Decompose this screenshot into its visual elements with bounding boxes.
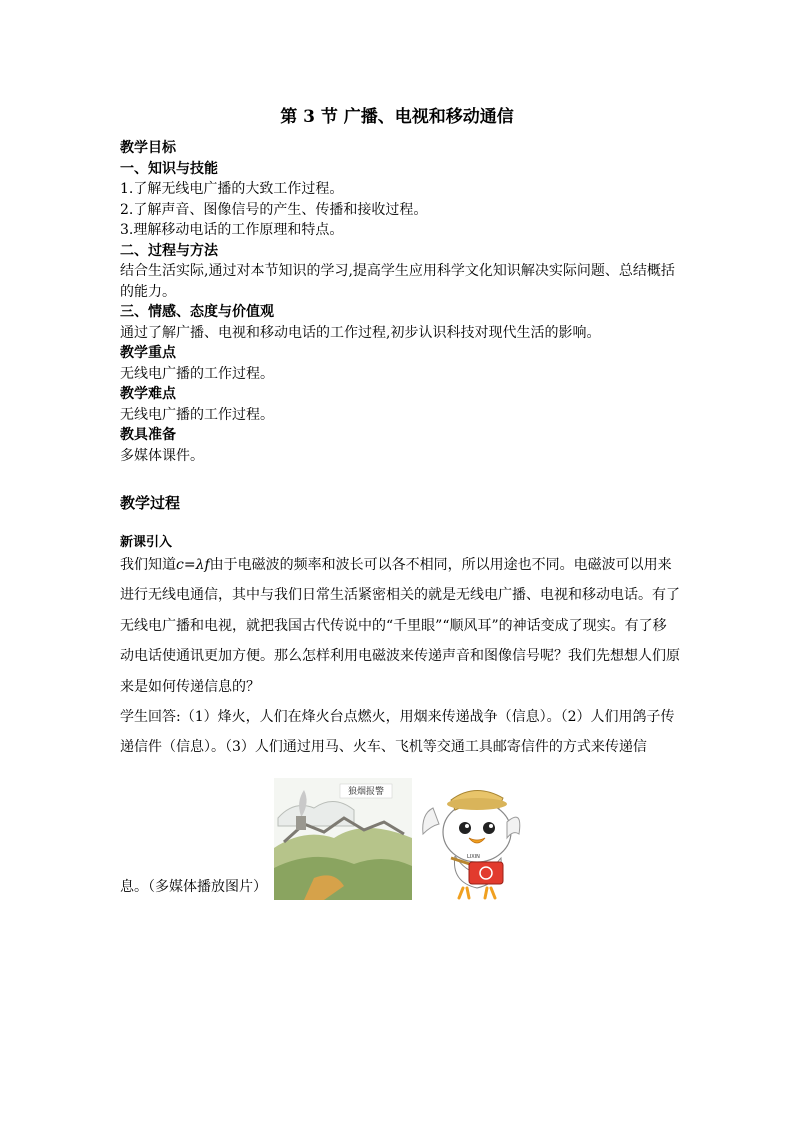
difficult-point-heading: 教学难点 xyxy=(120,386,176,402)
beacon-fire-image xyxy=(274,778,412,900)
emotion-heading: 三、情感、态度与价值观 xyxy=(120,304,274,320)
knowledge-heading: 一、知识与技能 xyxy=(120,160,218,177)
knowledge-item: 2.了解声音、图像信号的产生、传播和接收过程。 xyxy=(120,201,428,218)
bag-label: LIXIN xyxy=(467,854,480,860)
knowledge-item: 3.理解移动电话的工作原理和特点。 xyxy=(120,222,344,238)
key-point-text: 无线电广播的工作过程。 xyxy=(120,365,274,382)
image-caption: 狼烟报警 xyxy=(347,787,385,797)
teaching-process-heading: 教学过程 xyxy=(120,494,181,512)
page-title: 第 3 节 广播、电视和移动通信 xyxy=(280,107,514,127)
materials-text: 多媒体课件。 xyxy=(120,447,204,464)
lesson-plan-top xyxy=(120,138,680,466)
pigeon-mascot-image xyxy=(415,778,526,900)
knowledge-item: 1.了解无线电广播的大致工作过程。 xyxy=(120,181,344,197)
emotion-text: 通过了解广播、电视和移动电话的工作过程,初步认识科技对现代生活的影响。 xyxy=(120,324,601,341)
intro-post: 由于电磁波的频率和波长可以各不相同，所以用途也不同。电磁波可以用来进行无线电通信，其中与我们日常生活紧密相关的就是无线电广播、电视和移动电话。有了无线电广播和电视，就把我国古代传说中的“千里眼”“顺风耳”的神话变成了现实。有了移动电话使通讯更加方便。那么怎样利用电磁波来传递声音和图像信号呢？我们先想想人们原来是如何传递信息的？ xyxy=(120,557,680,695)
media-images xyxy=(274,778,526,900)
intro-paragraph xyxy=(120,550,680,702)
process-text: 结合生活实际,通过对本节知识的学习,提高学生应用科学文化知识解决实际问题、总结概括的能力。 xyxy=(120,263,675,300)
intro-pre: 我们知道 xyxy=(120,557,176,573)
difficult-point-text: 无线电广播的工作过程。 xyxy=(120,406,274,423)
intro-last-line: 息。（多媒体播放图片） xyxy=(120,879,267,895)
student-answer: 学生回答:（1）烽火，人们在烽火台点燃火，用烟来传递战争（信息）。（2）人们用鸽子传递信件（信息）。（3）人们通过用马、火车、飞机等交通工具邮寄信件的方式来传递信 xyxy=(120,709,675,756)
intro-body xyxy=(120,550,680,763)
materials-heading: 教具准备 xyxy=(120,427,176,443)
goals-heading: 教学目标 xyxy=(120,140,176,156)
key-point-heading: 教学重点 xyxy=(120,345,176,361)
formula: c=λf xyxy=(176,557,210,573)
process-heading: 二、过程与方法 xyxy=(120,242,218,259)
intro-label: 新课引入 xyxy=(120,535,173,550)
